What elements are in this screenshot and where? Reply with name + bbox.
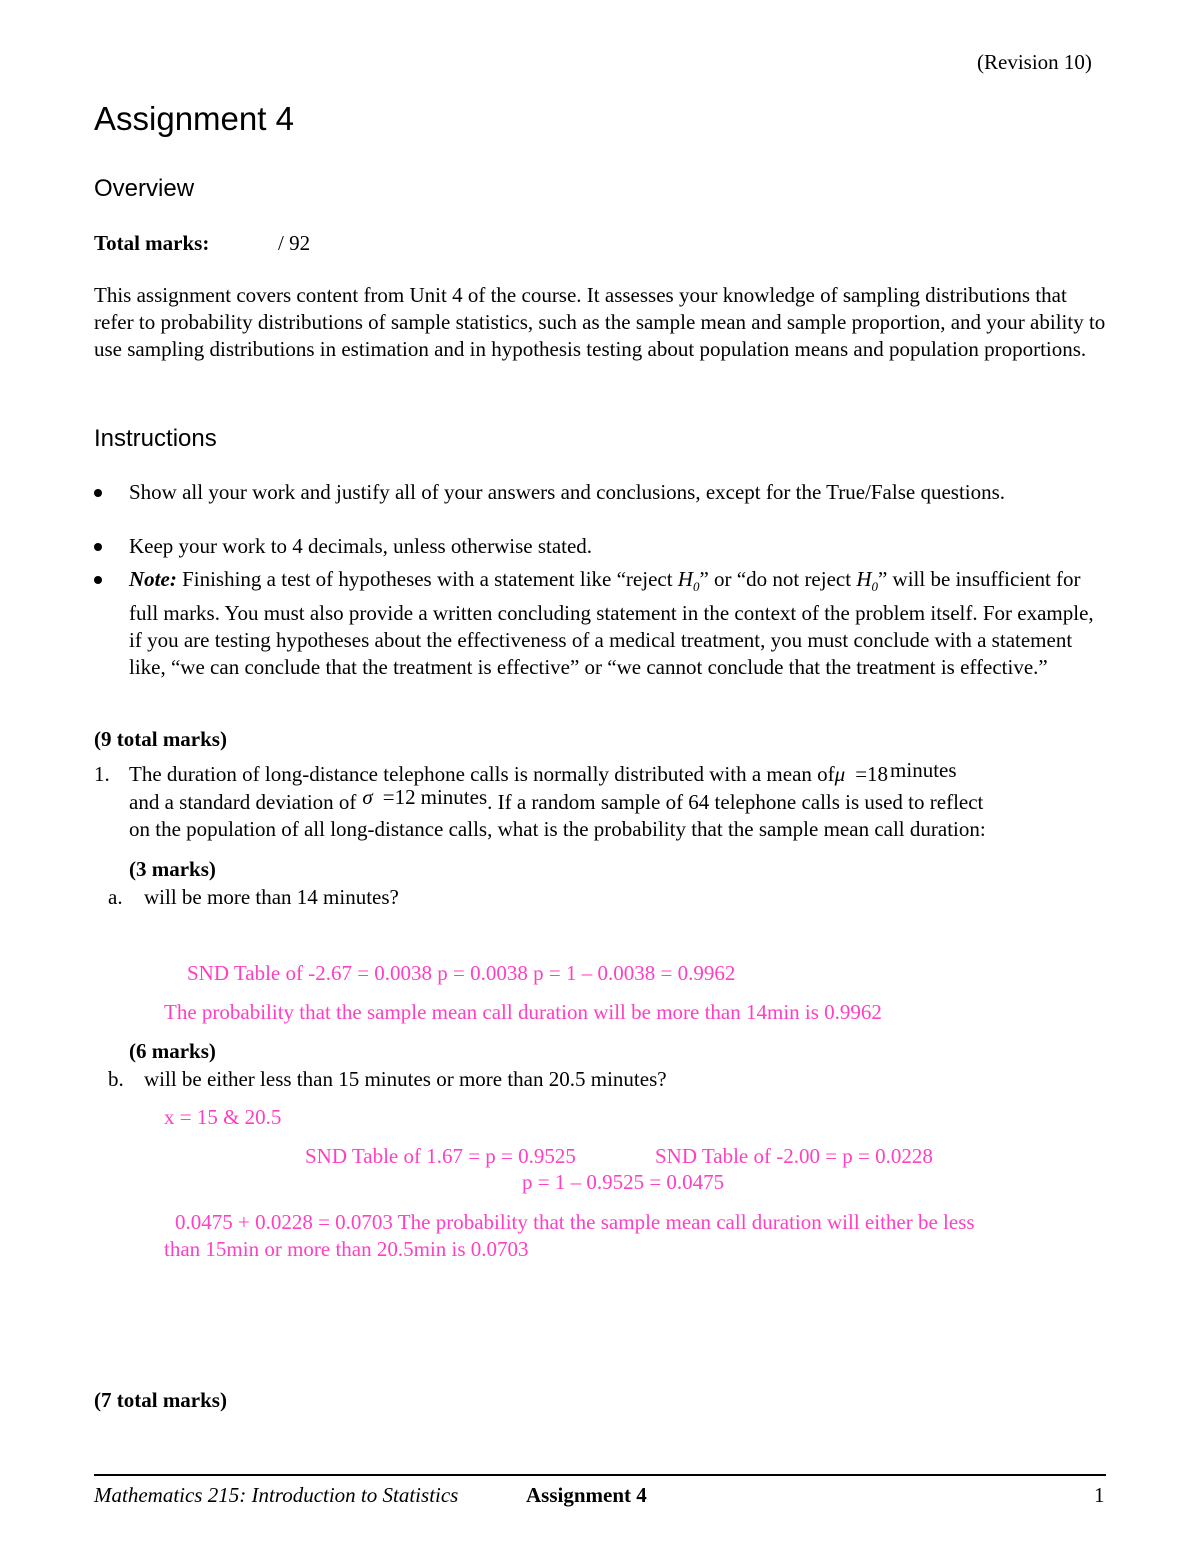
bullet-icon — [94, 543, 102, 551]
mu-symbol: μ — [834, 762, 846, 786]
bullet-icon — [94, 489, 102, 497]
q1a-answer-calc: SND Table of -2.67 = 0.0038 p = 0.0038 p = 1 – 0.0038 = 0.9962 — [187, 961, 736, 985]
h0-symbol: $H_0$ — [677, 567, 700, 595]
bullet-icon — [94, 576, 102, 584]
q1b-marks: (6 marks) — [129, 1039, 216, 1063]
q1b-answer-p: p = 1 – 0.9525 = 0.0475 — [522, 1170, 725, 1194]
note-label: Note: — [129, 567, 177, 591]
q1b-answer-conclusion: than 15min or more than 20.5min is 0.0703 — [164, 1237, 529, 1261]
q1b-question: will be either less than 15 minutes or more than 20.5 minutes? — [144, 1067, 667, 1091]
overview-heading: Overview — [94, 175, 195, 202]
q1a-answer-conclusion: The probability that the sample mean call duration will be more than 14min is 0.9962 — [164, 1000, 882, 1024]
q2-total-marks: (7 total marks) — [94, 1388, 227, 1412]
q1b-answer-snd2: SND Table of -2.00 = p = 0.0228 — [655, 1144, 933, 1168]
total-marks-label: Total marks: — [94, 231, 210, 255]
page-title: Assignment 4 — [94, 100, 294, 137]
q1-stem-line3: on the population of all long-distance calls, what is the probability that the sample mean call duration: — [129, 817, 986, 841]
instruction-note: Note: Finishing a test of hypotheses with a statement like “reject $H_0$” or “do not reject $H_0$” will be insufficient for full marks. You must also provide a written concluding statement in the context of the problem itself. For example, if you are testing hypotheses about the effectiveness of a medical treatment, you must conclude with a statement like, “we can conclude that the treatment is effective” or “we cannot conclude that the treatment is effective.” — [129, 567, 1094, 680]
overview-paragraph: This assignment covers content from Unit 4 of the course. It assesses your knowledge of sampling distributions that refer to probability distributions of sample statistics, such as the sample mean and sample proportion, and your ability to use sampling distributions in estimation and in hypothesis testing about population means and population proportions. — [94, 283, 1106, 361]
footer-divider — [94, 1474, 1106, 1476]
revision-label: (Revision 10) — [977, 50, 1092, 74]
q1b-letter: b. — [108, 1067, 124, 1091]
sigma-symbol: σ — [362, 785, 373, 809]
q1a-letter: a. — [108, 885, 123, 909]
q1b-answer-sum: 0.0475 + 0.0228 = 0.0703 The probability that the sample mean call duration will either be less — [175, 1210, 975, 1234]
h0-symbol: $H_0$ — [856, 567, 878, 595]
q1a-marks: (3 marks) — [129, 857, 216, 881]
footer-page-number: 1 — [1094, 1483, 1105, 1507]
footer-assignment: Assignment 4 — [526, 1483, 647, 1507]
instruction-item-1: Show all your work and justify all of your answers and conclusions, except for the True/False questions. — [129, 480, 1006, 504]
footer-course: Mathematics 215: Introduction to Statistics — [94, 1483, 459, 1507]
instruction-item-2: Keep your work to 4 decimals, unless otherwise stated. — [129, 534, 593, 558]
q1-number: 1. — [94, 762, 110, 786]
q1b-answer-x: x = 15 & 20.5 — [164, 1105, 282, 1129]
q1-stem-line1: The duration of long-distance telephone calls is normally distributed with a mean ofμ =18minutes — [129, 758, 957, 786]
instructions-heading: Instructions — [94, 425, 217, 452]
q1b-answer-snd1: SND Table of 1.67 = p = 0.9525 — [305, 1144, 576, 1168]
total-marks-value: / 92 — [278, 231, 311, 255]
q1-stem-line2: and a standard deviation of σ =12 minutes. If a random sample of 64 telephone calls is used to reflect — [129, 785, 984, 814]
q1a-question: will be more than 14 minutes? — [144, 885, 399, 909]
q1-total-marks: (9 total marks) — [94, 727, 227, 751]
